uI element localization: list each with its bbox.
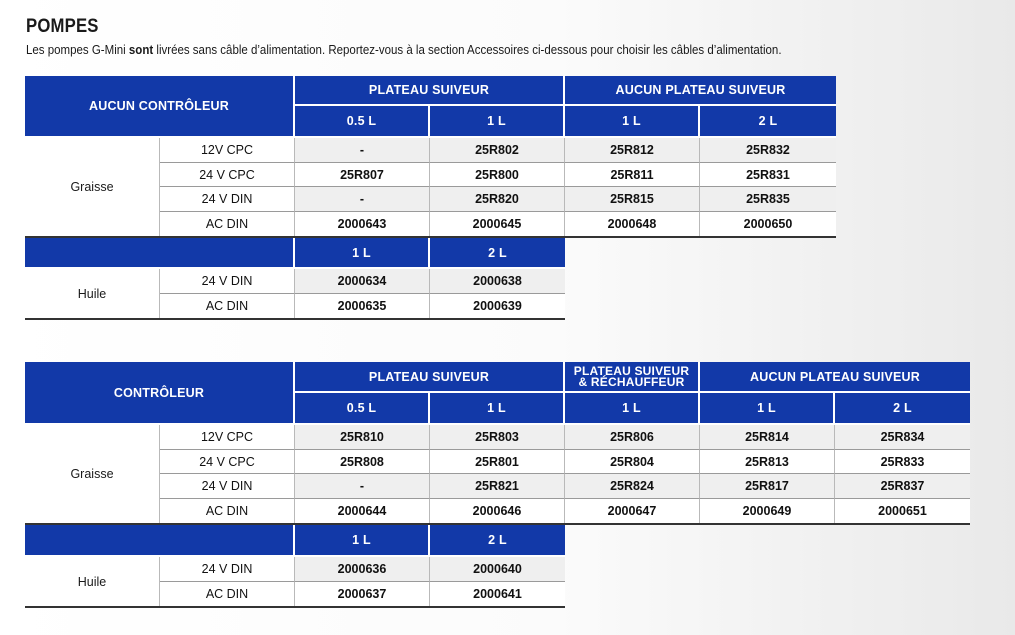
table-cell: 25R821 [430, 474, 565, 499]
sub-header: 2 L [835, 393, 970, 425]
table-cell: 25R800 [430, 163, 565, 187]
table-cell: 2000634 [295, 269, 430, 294]
table-cell: 2000639 [430, 294, 565, 318]
table-cell: 25R811 [565, 163, 700, 187]
sub-header: 2 L [430, 238, 565, 269]
sub-header: 1 L [700, 393, 835, 425]
table-cell: 2000646 [430, 499, 565, 523]
group-header-plateau: PLATEAU SUIVEUR [295, 76, 565, 106]
table-row-type: 24 V CPC [160, 163, 295, 187]
table-row-type: AC DIN [160, 212, 295, 236]
table-row-type: 24 V CPC [160, 450, 295, 474]
table-cell: 2000647 [565, 499, 700, 523]
group-header-plateau-rechauffeur [565, 362, 700, 393]
table-cell: 25R802 [430, 138, 565, 163]
table-cell: 2000644 [295, 499, 430, 523]
table-cell: 25R812 [565, 138, 700, 163]
huile-corner-header [25, 238, 295, 269]
group-header-plateau: PLATEAU SUIVEUR [295, 362, 565, 393]
table-cell: 25R807 [295, 163, 430, 187]
table-cell: 25R808 [295, 450, 430, 474]
table-cell: 25R837 [835, 474, 970, 499]
table-cell: 2000649 [700, 499, 835, 523]
sub-header: 0.5 L [295, 106, 430, 138]
table-cell: 2000643 [295, 212, 430, 236]
table-row-type: 24 V DIN [160, 474, 295, 499]
table-bottom-rule [25, 318, 565, 320]
table-cell: 25R813 [700, 450, 835, 474]
sub-header: 1 L [430, 393, 565, 425]
huile-corner-header [25, 525, 295, 557]
table-cell: 25R814 [700, 425, 835, 450]
table-row-type: 24 V DIN [160, 187, 295, 212]
sub-header: 1 L [565, 393, 700, 425]
table-cell: 2000651 [835, 499, 970, 523]
table-cell: 25R833 [835, 450, 970, 474]
sub-header: 2 L [430, 525, 565, 557]
intro-bold: sont [128, 43, 154, 57]
group-header-aucun-plateau: AUCUN PLATEAU SUIVEUR [700, 362, 970, 393]
table-cell: 2000636 [295, 557, 430, 582]
table-cell: 2000638 [430, 269, 565, 294]
table-cell: 25R806 [565, 425, 700, 450]
table-cell: 25R832 [700, 138, 836, 163]
table-row-type: 12V CPC [160, 425, 295, 450]
table-cell: 2000637 [295, 582, 430, 606]
page-title: POMPES [26, 16, 99, 37]
table-cell: 2000635 [295, 294, 430, 318]
row-group-label: Huile [25, 269, 160, 318]
table-cell: 25R803 [430, 425, 565, 450]
group-header-line: PLATEAU SUIVEUR [573, 363, 690, 378]
group-header-line: & RÉCHAUFFEUR [578, 374, 685, 389]
table-cell: 25R817 [700, 474, 835, 499]
table-cell: 2000648 [565, 212, 700, 236]
table-row-type: 24 V DIN [160, 557, 295, 582]
sub-header: 1 L [565, 106, 700, 138]
table-bottom-rule [25, 606, 565, 608]
table-row-type: AC DIN [160, 294, 295, 318]
table-cell: 2000640 [430, 557, 565, 582]
intro-pre: Les pompes G-Mini [26, 43, 129, 57]
sub-header: 1 L [430, 106, 565, 138]
table-cell: 25R815 [565, 187, 700, 212]
table-cell: - [295, 474, 430, 499]
table-row-type: 24 V DIN [160, 269, 295, 294]
sub-header: 1 L [295, 238, 430, 269]
row-group-label: Huile [25, 557, 160, 606]
table-cell: - [295, 138, 430, 163]
sub-header: 2 L [700, 106, 836, 138]
table-cell: 2000650 [700, 212, 836, 236]
intro-post: livrées sans câble d’alimentation. Reportez-vous à la section Accessoires ci-dessous pour choisir les câbles d’alimentation. [153, 43, 782, 57]
sub-header: 0.5 L [295, 393, 430, 425]
table-cell: 25R820 [430, 187, 565, 212]
corner-header: AUCUN CONTRÔLEUR [25, 76, 295, 138]
group-header-aucun-plateau: AUCUN PLATEAU SUIVEUR [565, 76, 836, 106]
table-cell: 25R824 [565, 474, 700, 499]
table-cell: 25R831 [700, 163, 836, 187]
row-group-label: Graisse [25, 425, 160, 523]
table-cell: 25R834 [835, 425, 970, 450]
row-group-label: Graisse [25, 138, 160, 236]
table-cell: 25R801 [430, 450, 565, 474]
table-cell: - [295, 187, 430, 212]
table-row-type: 12V CPC [160, 138, 295, 163]
table-row-type: AC DIN [160, 499, 295, 523]
corner-header: CONTRÔLEUR [25, 362, 295, 425]
table-cell: 2000641 [430, 582, 565, 606]
table-row-type: AC DIN [160, 582, 295, 606]
table-cell: 25R810 [295, 425, 430, 450]
intro-text [26, 43, 782, 57]
table-cell: 25R835 [700, 187, 836, 212]
table-cell: 2000645 [430, 212, 565, 236]
sub-header: 1 L [295, 525, 430, 557]
table-cell: 25R804 [565, 450, 700, 474]
